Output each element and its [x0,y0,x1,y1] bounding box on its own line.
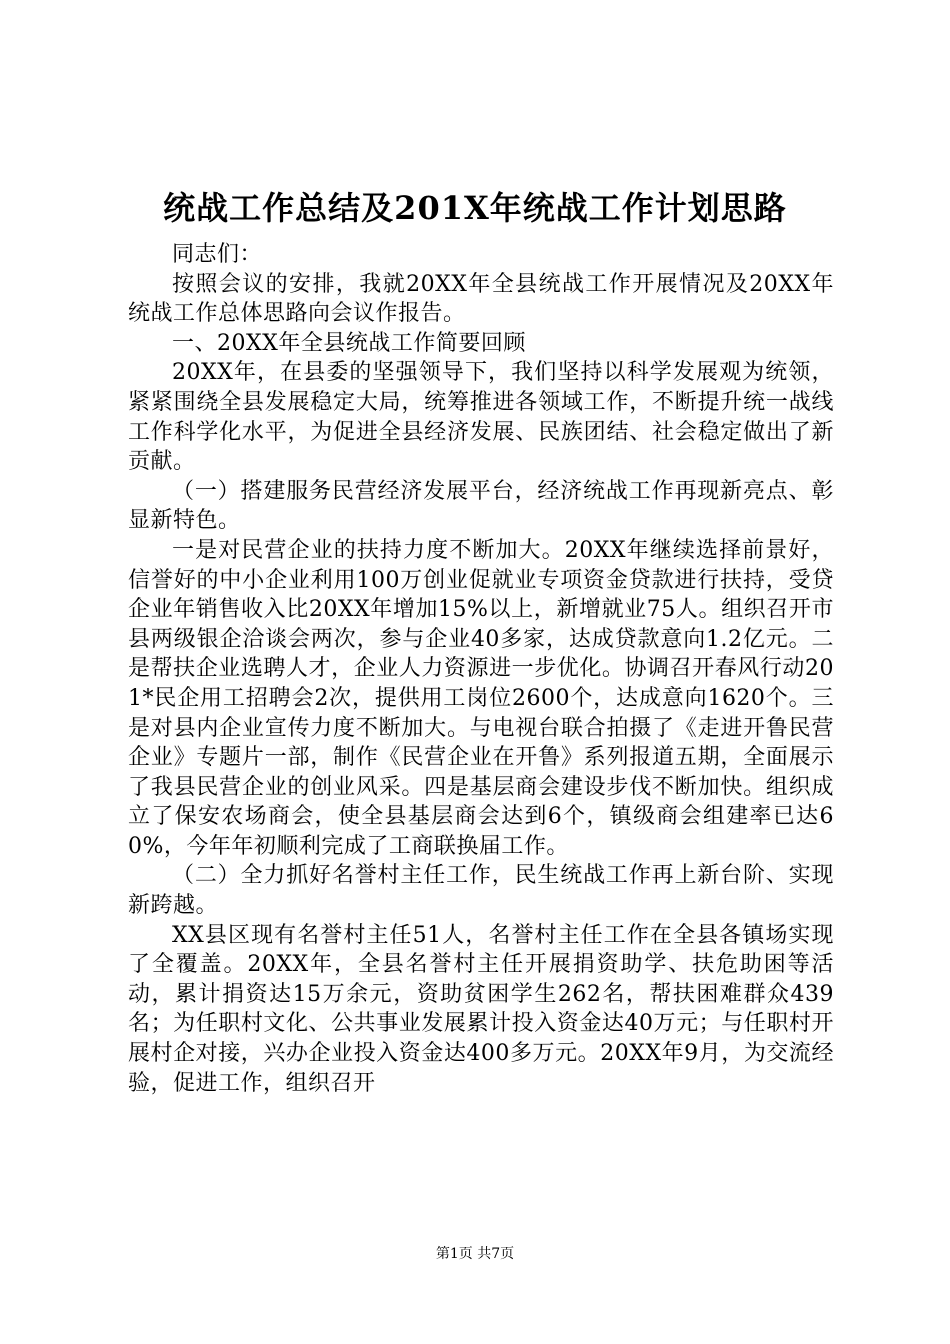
intro-paragraph: 按照会议的安排，我就20XX年全县统战工作开展情况及20XX年统战工作总体思路向会议作报告。 [128,271,834,327]
livelihood-details-paragraph: XX县区现有名誉村主任51人，名誉村主任工作在全县各镇场实现了全覆盖。20XX年，全县名誉村主任开展捐资助学、扶危助困等活动，累计捐资达15万余元，资助贫困学生262名，帮扶困难群众439名；为任职村文化、公共事业发展累计投入资金达40万元；与任职村开展村企对接，兴办企业投入资金达400多万元。20XX年9月，为交流经验，促进工作，组织召开 [128,922,834,1096]
document-title: 统战工作总结及201X年统战工作计划思路 [163,189,787,227]
document-body [128,240,834,1098]
subsection-heading-economic: （一）搭建服务民营经济发展平台，经济统战工作再现新亮点、彰显新特色。 [128,478,834,534]
economic-details-paragraph: 一是对民营企业的扶持力度不断加大。20XX年继续选择前景好，信誉好的中小企业利用100万创业促就业专项资金贷款进行扶持，受贷企业年销售收入比20XX年增加15%以上，新增就业75人。组织召开市县两级银企洽谈会两次，参与企业40多家，达成贷款意向1.2亿元。二是帮扶企业选聘人才，企业人力资源进一步优化。协调召开春风行动201*民企用工招聘会2次，提供用工岗位2600个，达成意向1620个。三是对县内企业宣传力度不断加大。与电视台联合拍摄了《走进开鲁民营企业》专题片一部，制作《民营企业在开鲁》系列报道五期，全面展示了我县民营企业的创业风采。四是基层商会建设步伐不断加快。组织成立了保安农场商会，使全县基层商会达到6个，镇级商会组建率已达60%，今年年初顺利完成了工商联换届工作。 [128,537,834,859]
salutation-paragraph: 同志们： [172,242,263,267]
section-heading-review: 一、20XX年全县统战工作简要回顾 [172,330,526,356]
subsection-heading-livelihood: （二）全力抓好名誉村主任工作，民生统战工作再上新台阶、实现新跨越。 [128,863,834,919]
overview-paragraph: 20XX年，在县委的坚强领导下，我们坚持以科学发展观为统领，紧紧围绕全县发展稳定大局，统筹推进各领域工作，不断提升统一战线工作科学化水平，为促进全县经济发展、民族团结、社会稳定做出了新贡献。 [128,360,834,475]
page-footer: 第1页 共7页 [435,1246,515,1262]
